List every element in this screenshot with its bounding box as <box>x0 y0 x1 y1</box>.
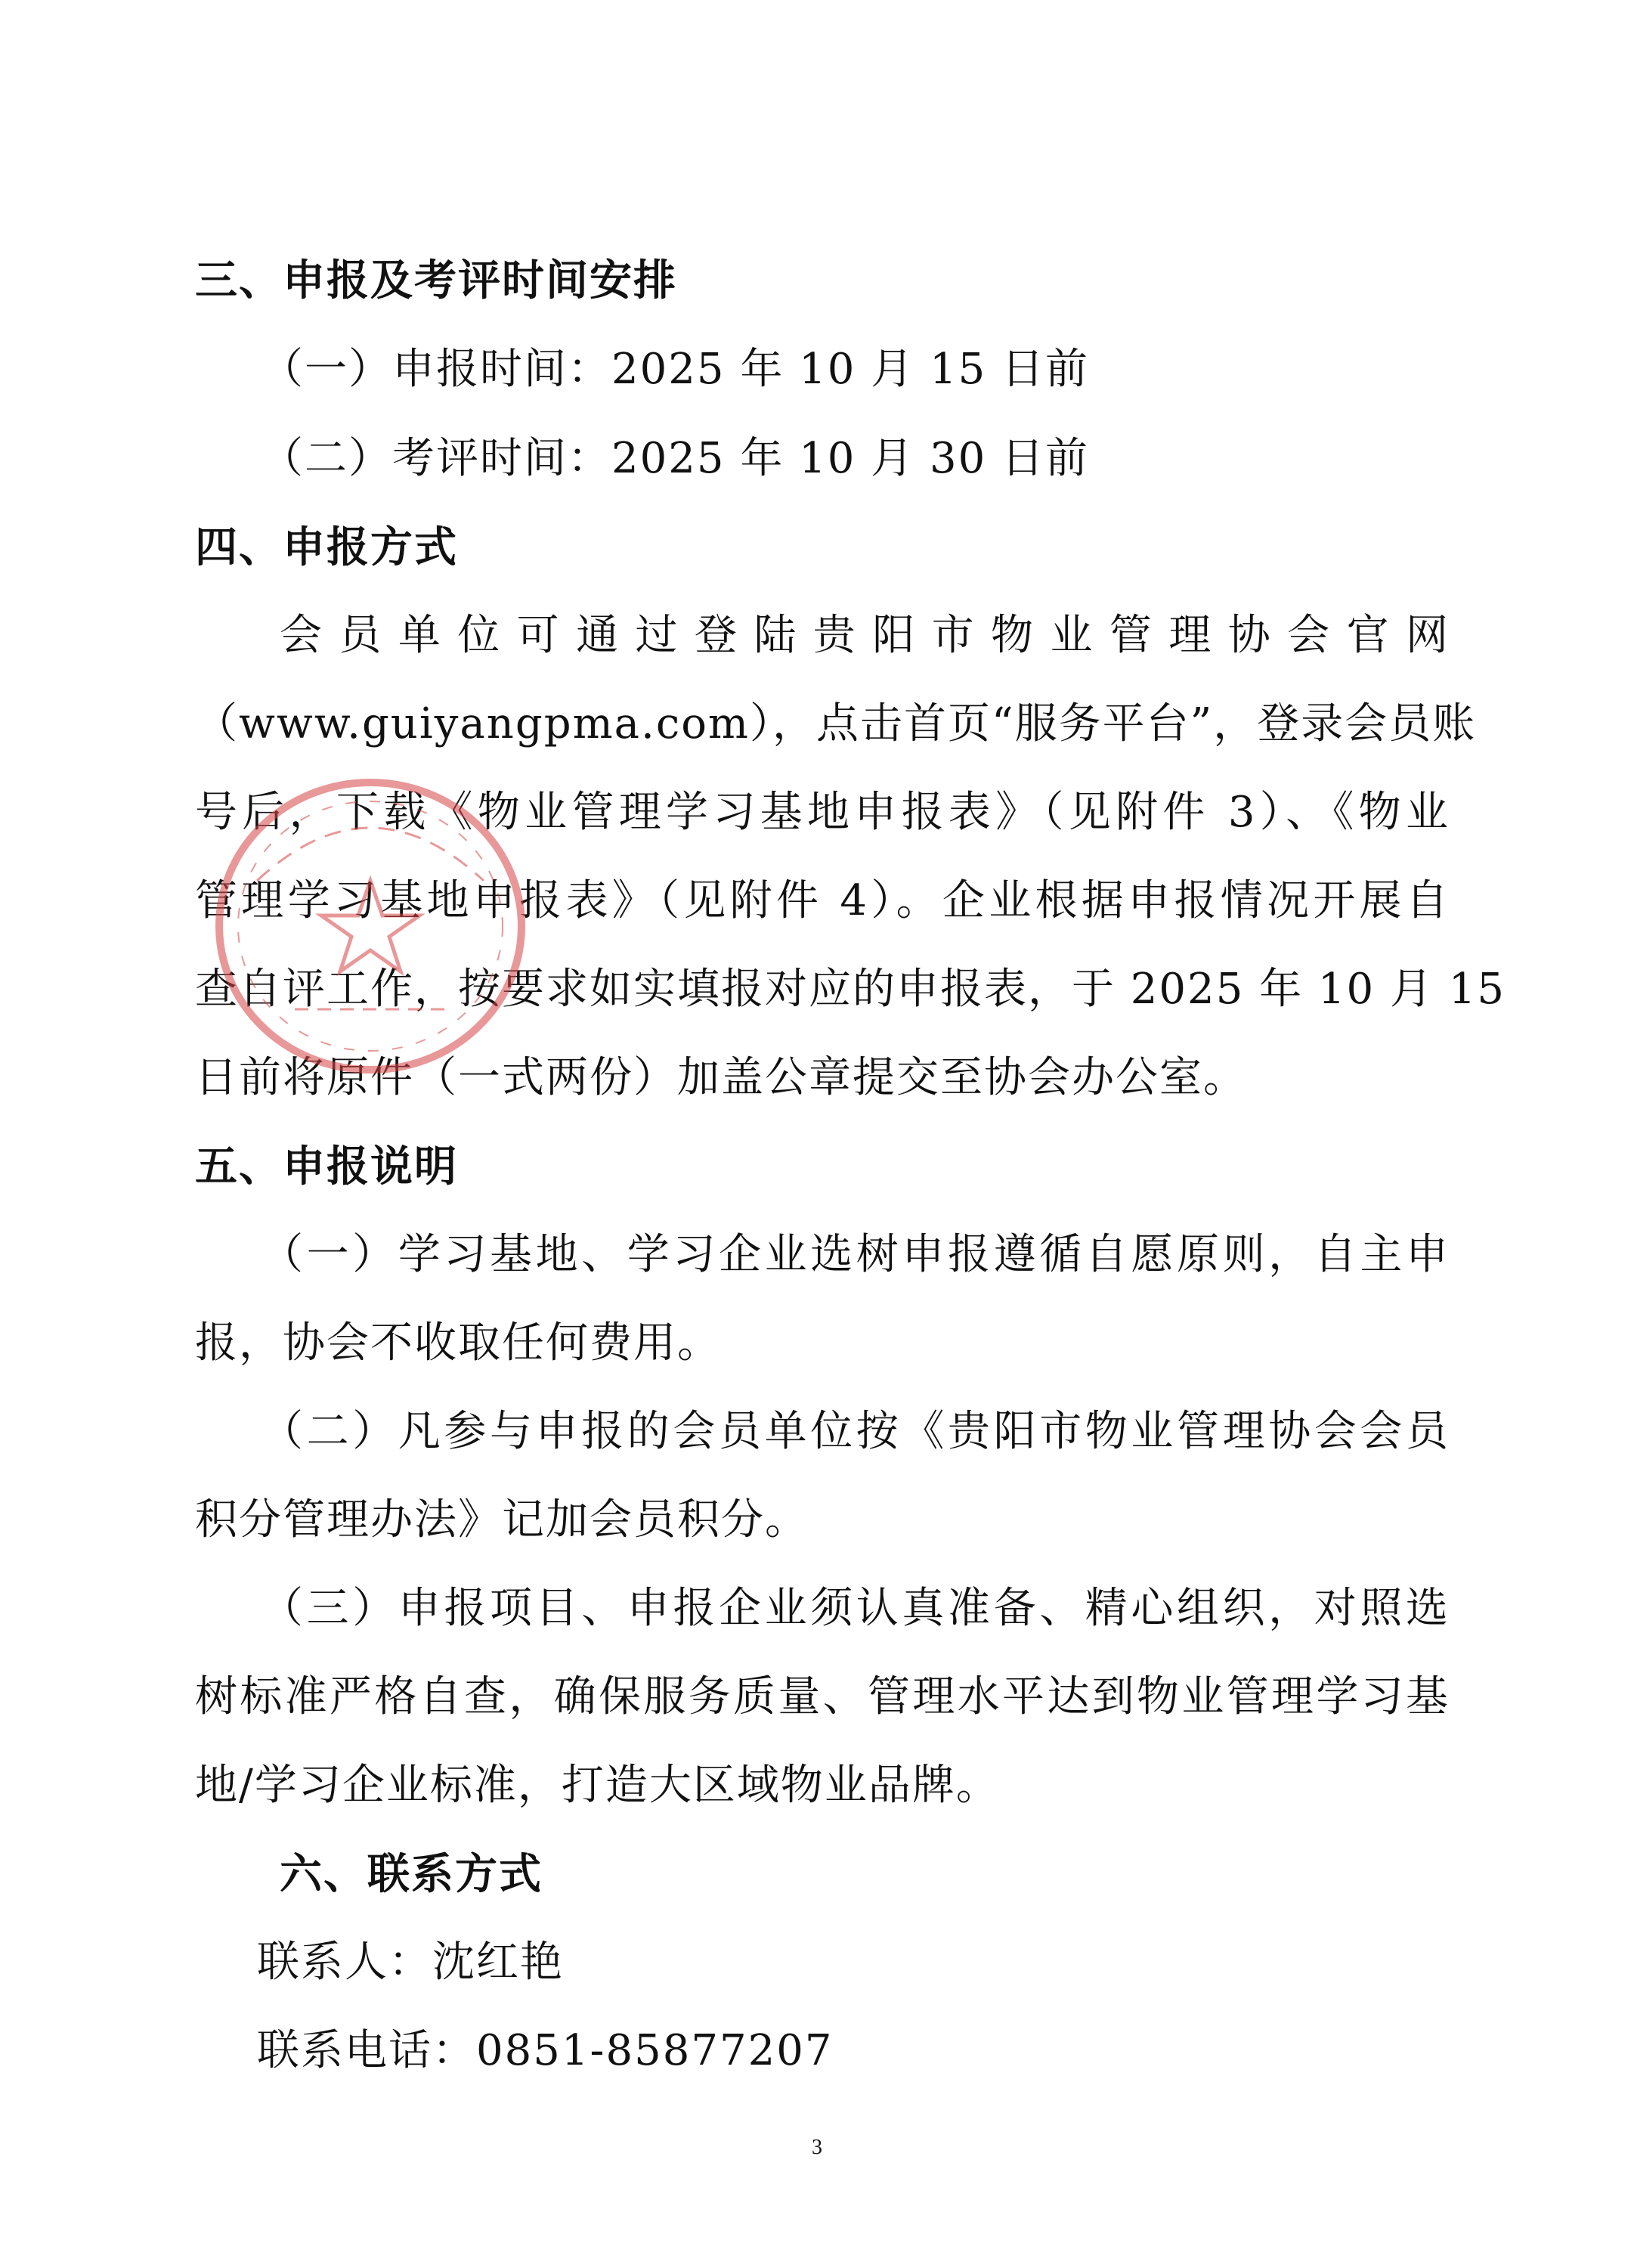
section5-heading: 五、申报说明 <box>195 1142 458 1191</box>
section4-line2: （www.guiyangpma.com），点击首页“服务平台”，登录会员账 <box>195 699 1477 748</box>
section4-line4: 管理学习基地申报表》（见附件 4）。企业根据申报情况开展自 <box>195 876 1450 925</box>
section4-line6: 日前将原件（一式两份）加盖公章提交至协会办公室。 <box>195 1053 1247 1102</box>
contact-person: 联系人：沈红艳 <box>257 1938 564 1987</box>
section3-item1: （一）申报时间：2025 年 10 月 15 日前 <box>261 345 1090 394</box>
section5-item3-line3: 地/学习企业标准，打造大区域物业品牌。 <box>195 1761 1000 1810</box>
section4-line3: 号后，下载《物业管理学习基地申报表》（见附件 3）、《物业 <box>195 788 1450 837</box>
section4-heading: 四、申报方式 <box>195 522 458 572</box>
section5-item2-line2: 积分管理办法》记加会员积分。 <box>195 1495 809 1545</box>
section3-heading: 三、申报及考评时间安排 <box>195 256 677 305</box>
page-number: 3 <box>812 2136 822 2159</box>
section5-item1-line2: 报，协会不收取任何费用。 <box>195 1318 721 1368</box>
section5-item2-line1: （二）凡参与申报的会员单位按《贵阳市物业管理协会会员 <box>261 1407 1450 1456</box>
section5-item3-line2: 树标准严格自查，确保服务质量、管理水平达到物业管理学习基 <box>195 1672 1450 1721</box>
section4-line1: 会员单位可通过登陆贵阳市物业管理协会官网 <box>280 611 1450 660</box>
contact-phone: 联系电话：0851-85877207 <box>257 2026 834 2075</box>
section3-item2: （二）考评时间：2025 年 10 月 30 日前 <box>261 434 1090 483</box>
section6-heading: 六、联系方式 <box>280 1849 543 1899</box>
section4-line5: 查自评工作，按要求如实填报对应的申报表，于 2025 年 10 月 15 <box>195 965 1506 1014</box>
section5-item1-line1: （一）学习基地、学习企业选树申报遵循自愿原则，自主申 <box>261 1230 1450 1279</box>
section5-item3-line1: （三）申报项目、申报企业须认真准备、精心组织，对照选 <box>261 1584 1450 1633</box>
